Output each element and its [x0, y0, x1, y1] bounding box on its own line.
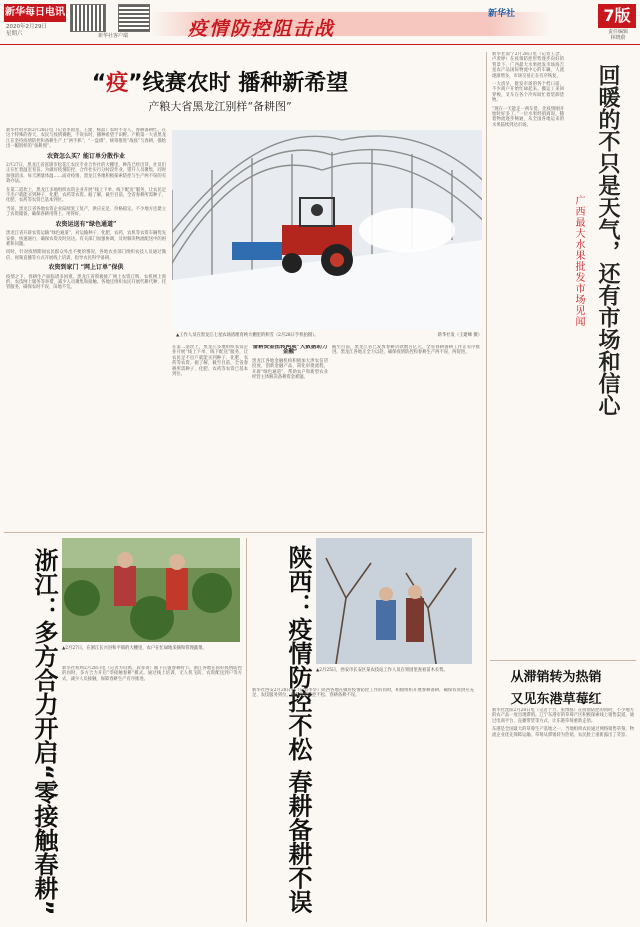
page-number: 7版: [598, 4, 636, 28]
zhejiang-photo-caption: ▲2月27日，在浙江长兴县和平镇的大棚里，农户在忙碌地采摘和管理蔬菜。: [62, 646, 207, 651]
shaanxi-photo-caption: ▲2月25日，西安市长安区某农技站工作人员在果园里查看苗木长势。: [316, 668, 448, 673]
masthead: [0, 0, 640, 44]
zhejiang-photo-scene: [62, 538, 240, 642]
shaanxi-orchard-photo: [316, 538, 472, 664]
guangxi-headline: 回暖的不只是天气，还有市场和信心: [595, 64, 620, 416]
lead-column-4: 截至目前，黑龙江省已发放春耕贷款数百亿元，全省春耕备耕工作正有序推进。黑龙江各地正全力以赴，确保疫情防控和春耕生产两不误、两促进。: [332, 345, 480, 356]
guangxi-subheadline: 广西最大水果批发市场见闻: [573, 195, 584, 327]
shaanxi-photo-scene: [316, 538, 472, 664]
zhejiang-text: 新华社杭州2月28日电（记者方问禹、段菁菁）眼下正值春耕时节，浙江各地在抓好疫情防控的同时，多方合力开启“零接触春耕”模式。通过线上培训、无人机飞防、农资配送到户等方式，减少人员接触，保障春耕生产有序推进。: [62, 666, 242, 682]
issue-date: 2020年2月29日 星期六: [6, 24, 47, 37]
lead-column-3: 备耕资金扭转两项“大数据助力金融” 黑龙江各地金融机构积极加大涉农信贷投放，创新金融产品，简化审批流程，开辟“绿色通道”，帮助农户和新型农业经营主体解决备耕资金难题。: [252, 345, 328, 381]
zhejiang-greenhouse-photo: [62, 538, 240, 642]
bottom-section-divider: [4, 532, 484, 533]
lead-subhead-2: 农资运送有“绿色通道”: [55, 220, 117, 228]
strawberry-headline-2: 又见东港草莓红: [510, 692, 602, 707]
paper-logo: 新华每日电讯: [4, 4, 66, 22]
column-divider: [486, 52, 487, 922]
tractor-photo-credit: 新华社发（王建峰 摄）: [437, 333, 482, 338]
right-section-divider: [490, 660, 636, 661]
lead-subhead-1: 农资怎么买？能订单分散作业: [46, 152, 125, 160]
editor-credit: 责任编辑 林晓蔚: [607, 29, 628, 41]
lead-column-2: 在第二道坎上，黑龙江多地组织农资企业开展“线上下单、线下配送”服务，让农民足不出户就能买到种子、化肥、农药等农资。据了解，截至目前，全省春耕所需种子、化肥、农药等农资已基本到位。: [172, 345, 248, 378]
lead-subhead-4: 备耕资金扭转两项“大数据助力金融”: [252, 345, 328, 356]
lead-intro: 新华社哈尔滨2月28日电（记者李国龙、王建、杨喆）农时不等人，春耕备耕忙。在这个特殊的春天，农民与疫情赛跑，不误农时，播种希望于田野。产粮第一大省黑龙江在坚持疫情防控和备耕生产上“两手抓”，“一盘棋”，统筹推进“战疫”与春耕，描绘出一幅别样的“备耕图”。: [6, 128, 166, 150]
bottom-divider: [246, 538, 247, 922]
brand-mark: 新华社: [488, 9, 516, 19]
greenhouse-scene: [172, 130, 482, 330]
tractor-photo-caption: ▲工作人员在黑龙江七星农场清理育秧大棚里的积雪（2月28日手机拍摄）。: [176, 333, 319, 338]
zhejiang-headline: 浙江：多方合力开启“零接触春耕”: [30, 548, 58, 916]
tractor-snow-photo: [172, 130, 482, 330]
lead-subheadline: 产粮大省黑龙江别样“备耕图”: [148, 100, 292, 113]
strawberry-headline-1: 从滞销转为热销: [510, 670, 602, 685]
shaanxi-text: 新华社西安2月28日电（记者李华）陕西各地在做好疫情防控工作的同时，积极组织开展春耕备耕，确保农资供应充足、农技服务到位，确保疫情防控不松、春耕备耕不误。: [252, 688, 474, 699]
strawberry-text: 新华社沈阳2月28日电（记者于力、张博群）在疫情防控的同时，不少地方的农产品一度出现滞销。辽宁东港市的草莓产区积极探索线上销售渠道，通过电商平台、直播带货等方式，让东港草莓重新走俏。 东港是全国最大的草莓生产基地之一。当地组织农民通过网络销售草莓，物流企业优先保障运输，草莓从滞销转为热销，农民脸上重新露出了笑容。: [492, 708, 634, 738]
lead-headline: “疫”线赛农时 播种新希望: [91, 71, 349, 96]
qr-label: 新华社客户端: [98, 33, 129, 39]
shaanxi-headline: 陕西：疫情防控不松 春耕备耕不误: [284, 545, 312, 914]
qr-code-icon-2: [118, 4, 150, 32]
guangxi-text-column: 新华社南宁2月28日电（记者王念、卢羡婷）在疫情防控形势逐步向好的背景下，广西最大水果批发市场海吉星农产品国际物流中心的车辆、人流逐渐增多，市场交易正在有序恢复。 一大清早，批发市场的各个档口前，不少商户开始忙碌起来。搬运工来回穿梭，叉车在各个冷库间忙着装卸货物。 “现在一天能走一两车货，比疫情刚开始时好多了。”一位水果经销商说。随着物流逐步畅通，从全国各地运来的水果陆续到达市场。: [492, 52, 564, 128]
lead-subhead-3: 农资到家门 “网上订单”保供: [48, 264, 124, 272]
header-rule: [0, 44, 640, 45]
qr-code-icon: [70, 4, 106, 32]
section-title: 疫情防控阻击战: [188, 18, 336, 40]
lead-column-1: 新华社哈尔滨2月28日电（记者李国龙、王建、杨喆）农时不等人，春耕备耕忙。在这个特殊的春天，农民与疫情赛跑，不误农时，播种希望于田野。产粮第一大省黑龙江在坚持疫情防控和备耕生产上“两手抓”，“一盘棋”，统筹推进“战疫”与春耕，描绘出一幅别样的“备耕图”。 农资怎么买？能订单分散作业 2月27日，黑龙江省富锦市松花江农民专业合作社的大棚里，种苗已经出芽，社员们正在忙着温室育苗。为做好疫情防控，合作社实行分时段作业，错开人员聚集，同时加强消杀，每天测量体温……面对疫情，黑龙江各地积极探索防控与生产两不误的有效办法。 在第二道坎上，黑龙江多地组织农资企业开展“线上下单、线下配送”服务，让农民足不出户就能买到种子、化肥、农药等农资。据了解，截至目前，全省春耕所需种子、化肥、农药等农资已基本到位。 当前，黑龙江省各地农资企业陆续复工复产，供应充足、价格稳定。不少地方还建立了农资储备，确保春耕用得上、用得好。 农资运送有“绿色通道” 黑龙江省开辟农资运输“绿色通道”，对运输种子、化肥、农药、农机等农资车辆优先安排、快速通行，确保农资及时送达。有关部门加强协调，及时解决物流配送中的困难和问题。 同时，针对疫情期间农民群众外出不便的情况，各地农业部门组织农技人员通过微信、视频直播等方式开展线上培训，指导农民科学备耕。 农资到家门 “网上订单”保供 疫情之下，春耕生产面临诸多困难。黑龙江省积极推广网上农资订购、农机网上预约、农技网上服务等举措，减少人员聚集和接触。各地还组织农民开展代耕代种、托管服务，确保农时不误、田地不荒。: [6, 128, 166, 291]
